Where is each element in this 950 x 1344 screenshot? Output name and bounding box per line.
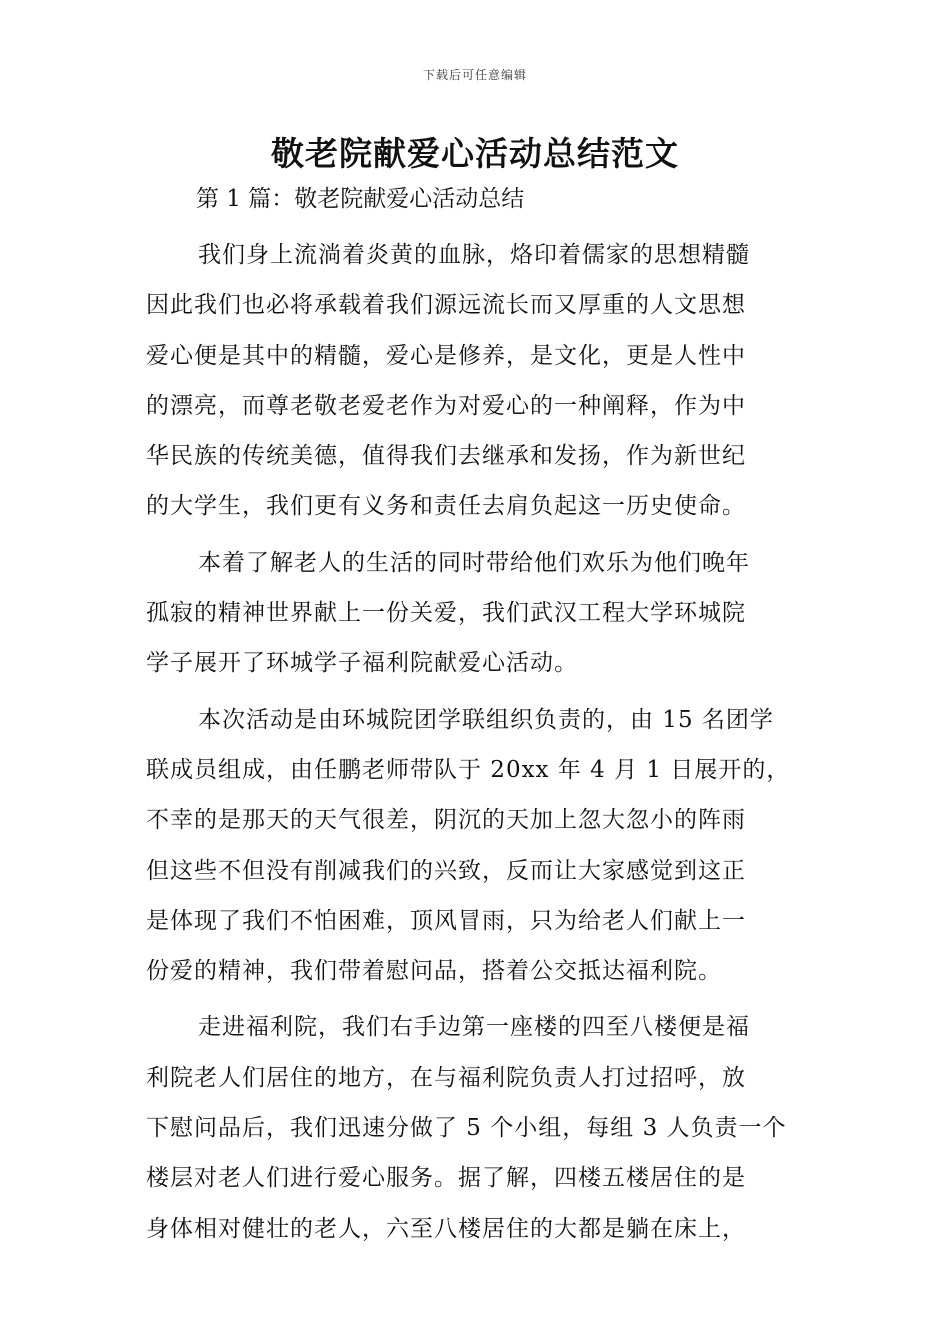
- paragraph-3: [146, 695, 808, 997]
- text-line: 走进福利院，我们右手边第一座楼的四至八楼便是福: [198, 1014, 750, 1041]
- paragraph-1: [146, 230, 808, 532]
- text-line: 爱心便是其中的精髓，爱心是修养，是文化，更是人性中: [146, 342, 746, 369]
- text-line: 联成员组成，由任鹏老师带队于 20xx 年 4 月 1 日展开的，: [146, 756, 791, 783]
- text-line: 孤寂的精神世界献上一份关爱，我们武汉工程大学环城院: [146, 600, 746, 627]
- text-line: 的大学生，我们更有义务和责任去肩负起这一历史使命。: [146, 493, 746, 520]
- text-line: 份爱的精神，我们带着慰问品，搭着公交抵达福利院。: [146, 958, 722, 985]
- text-line: 是体现了我们不怕困难，顶风冒雨，只为给老人们献上一: [146, 907, 746, 934]
- text-line: 但这些不但没有削减我们的兴致，反而让大家感觉到这正: [146, 857, 746, 884]
- document-body: [146, 180, 808, 1260]
- text-line: 下慰问品后，我们迅速分做了 5 个小组，每组 3 人负责一个: [146, 1115, 787, 1142]
- text-line: 身体相对健壮的老人，六至八楼居住的大都是躺在床上，: [146, 1215, 746, 1242]
- text-line: 我们身上流淌着炎黄的血脉，烙印着儒家的思想精髓: [198, 242, 750, 268]
- text-line: 本着了解老人的生活的同时带给他们欢乐为他们晚年: [198, 549, 750, 576]
- text-line: 华民族的传统美德，值得我们去继承和发扬，作为新世纪: [146, 443, 746, 470]
- text-line: 本次活动是由环城院团学联组织负责的，由 15 名团学: [198, 706, 774, 733]
- paragraph-2: [146, 538, 808, 689]
- page-header-note: 下载后可任意编辑: [422, 68, 527, 82]
- document-title: 敬老院献爱心活动总结范文: [271, 134, 679, 173]
- text-line: 楼层对老人们进行爱心服务。据了解，四楼五楼居住的是: [146, 1165, 746, 1192]
- text-line: 因此我们也必将承载着我们源远流长而又厚重的人文思想: [146, 292, 746, 319]
- text-line: 学子展开了环城学子福利院献爱心活动。: [146, 650, 578, 677]
- text-line: 利院老人们居住的地方，在与福利院负责人打过招呼，放: [146, 1064, 746, 1091]
- text-line: 不幸的是那天的天气很差，阴沉的天加上忽大忽小的阵雨: [146, 807, 746, 834]
- text-line: 的漂亮，而尊老敬老爱老作为对爱心的一种阐释，作为中: [146, 392, 746, 419]
- section-subheading: 第 1 篇：敬老院献爱心活动总结: [196, 186, 525, 212]
- paragraph-4: [146, 1002, 808, 1253]
